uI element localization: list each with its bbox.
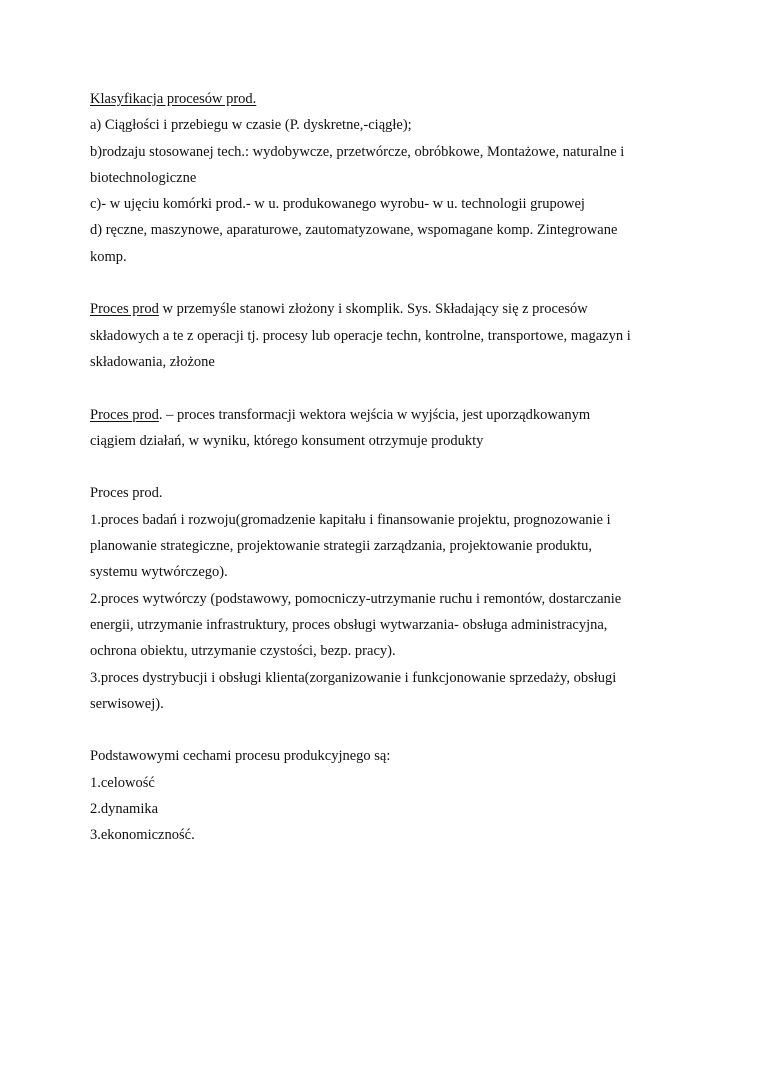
text-line: d) ręczne, maszynowe, aparaturowe, zautomatyzowane, wspomagane komp. Zintegrowane [90, 222, 618, 239]
text-line: 1.proces badań i rozwoju(gromadzenie kapitału i finansowanie projektu, prognozowanie i [90, 511, 611, 528]
list-item: 2.dynamika [90, 801, 159, 818]
paragraph-gap [90, 454, 690, 480]
text-line: b)rodzaju stosowanej tech.: wydobywcze, przetwórcze, obróbkowe, Montażowe, naturalne i [90, 143, 625, 160]
definition-text: . – proces transformacji wektora wejścia w wyjścia, jest uporządkowanym [158, 406, 591, 423]
text-line: składowych a te z operacji tj. procesy lub operacje techn, kontrolne, transportowe, magazyn i [90, 327, 631, 344]
paragraph-gap [90, 270, 690, 296]
text-line: energii, utrzymanie infrastruktury, proces obsługi wytwarzania- obsługa administracyjna, [90, 616, 608, 633]
term-proces-prod: Proces prod [90, 301, 159, 318]
section-title-proces-prod: Proces prod. [90, 485, 163, 502]
text-line: ciągiem działań, w wyniku, którego konsument otrzymuje produkty [90, 432, 484, 449]
text-line: systemu wytwórczego). [90, 564, 228, 581]
section-title-classification: Klasyfikacja procesów prod. [90, 91, 257, 107]
definition-text: w przemyśle stanowi złożony i skomplik. Sys. Składający się z procesów [158, 301, 588, 318]
text-line: komp. [90, 248, 127, 265]
paragraph-gap [90, 717, 690, 743]
text-line: biotechnologiczne [90, 169, 197, 186]
text-line: a) Ciągłości i przebiegu w czasie (P. dyskretne,-ciągłe); [90, 117, 412, 134]
text-line: c)- w ujęciu komórki prod.- w u. produkowanego wyrobu- w u. technologii grupowej [90, 196, 585, 213]
paragraph-gap [90, 375, 690, 401]
definition-line [90, 296, 690, 322]
document-page [90, 86, 690, 849]
text-line: ochrona obiektu, utrzymanie czystości, bezp. pracy). [90, 643, 396, 660]
term-proces-prod: Proces prod [90, 406, 159, 423]
list-item: 1.celowość [90, 774, 155, 791]
text-line: planowanie strategiczne, projektowanie strategii zarządzania, projektowanie produktu, [90, 538, 593, 555]
text-line: 3.proces dystrybucji i obsługi klienta(zorganizowanie i funkcjonowanie sprzedaży, obsługi [90, 669, 617, 686]
text-line: 2.proces wytwórczy (podstawowy, pomocniczy-utrzymanie ruchu i remontów, dostarczanie [90, 590, 622, 607]
text-line: składowania, złożone [90, 353, 215, 370]
list-item: 3.ekonomiczność. [90, 827, 195, 844]
text-line: serwisowej). [90, 695, 164, 712]
section-title-features: Podstawowymi cechami procesu produkcyjnego są: [90, 748, 391, 765]
definition-line [90, 402, 690, 428]
